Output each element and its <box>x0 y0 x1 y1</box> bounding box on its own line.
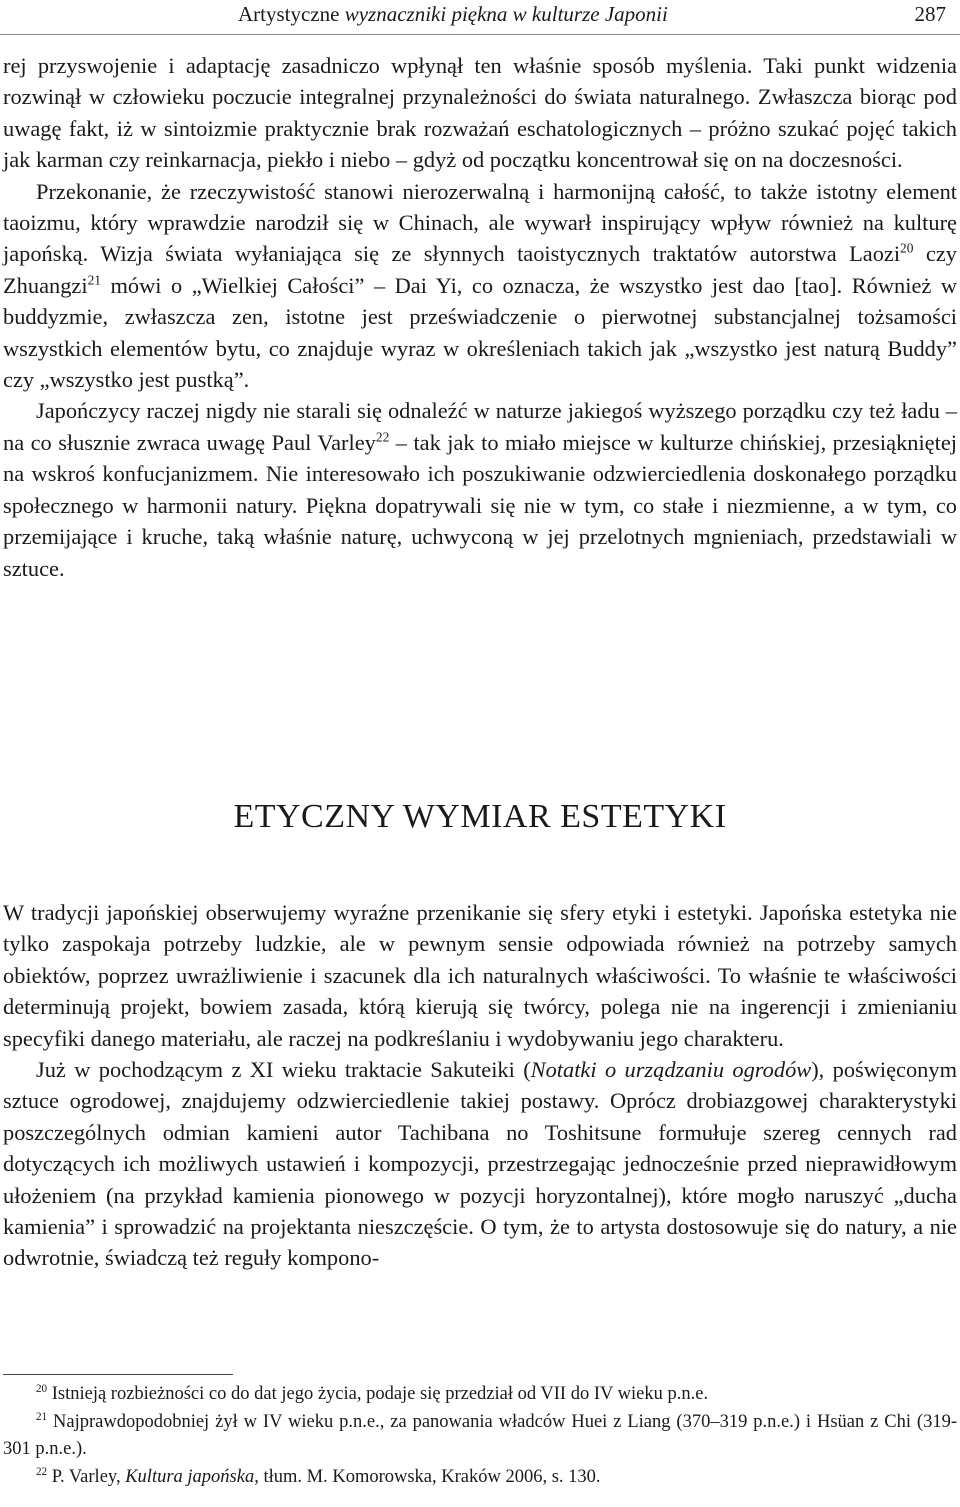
paragraph-2-text-a: Przekonanie, że rzeczywistość stanowi nierozerwalną i harmonijną całość, to także istotny element taoizmu, który wprawdzie narodził się w Chinach, ale wywarł inspirujący wpływ również na kulturę japońską. Wizja świata wyłaniająca się ze słynnych taoistycznych traktatów autorstwa Laozi <box>3 178 957 267</box>
paragraph-3-text-a: Japończycy raczej nigdy nie starali się odnaleźć w naturze jakiegoś wyższego porządku czy też ładu – na co słusznie zwraca uwagę Paul Varley <box>3 398 957 455</box>
page-number: 287 <box>914 2 946 26</box>
footnote-number: 22 <box>36 1465 48 1478</box>
paragraph-3-text-b: – tak jak to miało miejsce w kulturze chińskiej, przesiąkniętej na wskroś konfucjanizmem. Nie interesowało ich poszukiwanie odzwierciedlenia doskonałego porządku społecznego w harmonii natury. Piękna dopatrywali się nie w tym, co stałe i niezmienne, a w tym, co przemijające i kruche, taką właśnie naturę, uchwyconą w jej przelotnych mgnieniach, przedstawiali w sztuce. <box>3 429 958 581</box>
footnote-ref-20: 20 <box>900 240 914 256</box>
running-title-part: Artystyczne <box>238 2 345 26</box>
paragraph-2-text-b: czy Zhuangzi <box>3 241 957 298</box>
footnote-number: 20 <box>36 1382 48 1395</box>
footnote-book-title: Kultura japońska <box>125 1466 255 1487</box>
footnote-number: 21 <box>36 1410 48 1423</box>
footnote-rule <box>3 1374 233 1375</box>
paragraph-5-text-b: ), poświęconym sztuce ogrodowej, znajdujemy odzwierciedlenie takiej postawy. Oprócz drobiazgowej charakterystyki poszczególnych odmian kamieni autor Tachibana no Toshitsune formułuje szereg cennych rad dotyczących ich możliwych ustawień i kompozycji, przestrzegając jednocześnie przed nieprawidłowym ułożeniem (na przykład kamienia pionowego w pozycji horyzontalnej), które mogło naruszyć „ducha kamienia” i sprowadzić na projektanta nieszczęście. O tym, że to artysta dostosowuje się do natury, a nie odwrotnie, świadczą też reguły kompono- <box>3 1057 957 1271</box>
header-rule <box>0 34 960 35</box>
paragraph-2-text-c: mówi o „Wielkiej Całości” – Dai Yi, co oznacza, że wszystko jest dao [tao]. Również w buddyzmie, zwłaszcza zen, istotne jest przeświadczenie o pierwotnej substancjalnej tożsamości wszystkich elementów bytu, co znajduje wyraz w określeniach takich jak „wszystko jest naturą Buddy” czy „wszystko jest pustką”. <box>3 272 957 393</box>
footnotes <box>3 1381 957 1491</box>
footnote-ref-22: 22 <box>375 429 390 445</box>
footnote-text: Najprawdopodobniej żył w IV wieku p.n.e., za panowania władców Huei z Liang (370–319 p.n.e.) i Hsüan z Chi (319-301 p.n.e.). <box>3 1411 957 1459</box>
running-title-italic: wyznaczniki piękna w kulturze Japonii <box>344 2 668 26</box>
footnote-text: P. Varley, <box>47 1466 126 1487</box>
paragraph-1: rej przyswojenie i adaptację zasadniczo wpłynął ten właśnie sposób myślenia. Taki punkt widzenia rozwinął w człowieku poczucie integralnej przynależności do świata naturalnego. Zwłaszcza biorąc pod uwagę fakt, iż w sintoizmie praktycznie brak rozważań eschatologicznych – próżno szukać pojęć takich jak karman czy reinkarnacja, piekło i niebo – gdyż od początku koncentrował się on na doczesności. <box>3 53 957 173</box>
paragraph-2 <box>3 176 957 396</box>
paragraph-5-title-italic: Notatki o urządzaniu ogrodów <box>530 1057 812 1083</box>
paragraph-5 <box>3 1054 957 1274</box>
footnote-20 <box>3 1381 957 1409</box>
paragraph-3 <box>3 395 957 583</box>
paragraph-4: W tradycji japońskiej obserwujemy wyraźne przenikanie się sfery etyki i estetyki. Japońska estetyka nie tylko zaspokaja potrzeby ludzkie, ale w pewnym sensie odpowiada również na potrzeby samych obiektów, poprzez uwrażliwienie i szacunek dla ich naturalnych właściwości. To właśnie te właściwości determinują projekt, bowiem zasada, którą kierują się twórcy, polega nie na ingerencji i zmienianiu specyfiki danego materiału, ale raczej na podkreślaniu i wydobywaniu jego charakteru. <box>3 900 957 1051</box>
footnote-text: Istnieją rozbieżności co do dat jego życia, podaje się przedział od VII do IV wieku p.n.e. <box>47 1384 709 1404</box>
running-title <box>238 1 668 27</box>
body-text-top <box>3 50 957 584</box>
section-heading: ETYCZNY WYMIAR ESTETYKI <box>233 798 727 835</box>
paragraph-5-text-a: Już w pochodzącym z XI wieku traktacie Sakuteiki ( <box>36 1057 531 1083</box>
body-text-bottom <box>3 897 957 1274</box>
footnote-text: , tłum. M. Komorowska, Kraków 2006, s. 130. <box>254 1466 601 1487</box>
footnote-ref-21: 21 <box>87 272 101 288</box>
running-header <box>0 0 960 42</box>
footnote-22 <box>3 1464 957 1492</box>
footnote-21 <box>3 1409 957 1464</box>
